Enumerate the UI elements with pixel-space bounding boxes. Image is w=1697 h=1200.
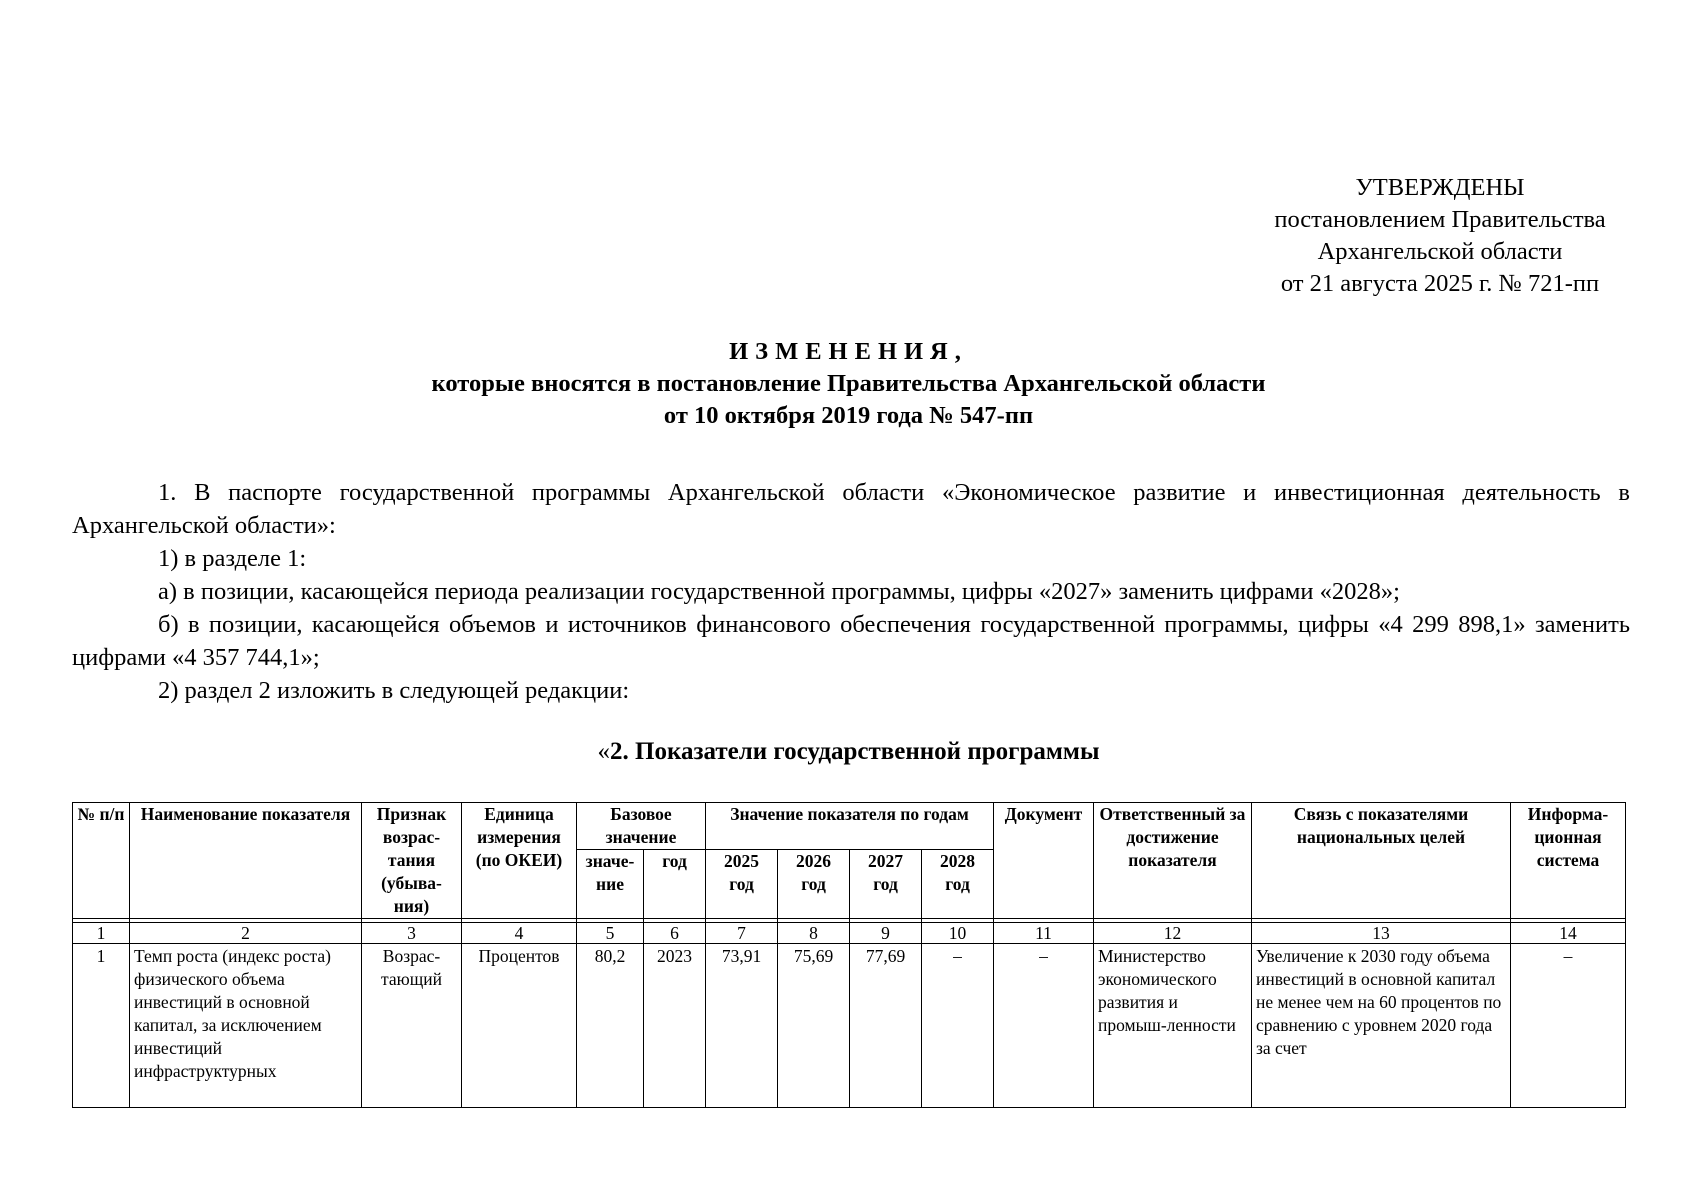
column-number: 9 bbox=[850, 923, 922, 944]
paragraph: 2) раздел 2 изложить в следующей редакции: bbox=[158, 677, 630, 704]
header-base-year: год bbox=[644, 850, 706, 919]
column-number: 12 bbox=[1094, 923, 1252, 944]
cell-info: – bbox=[1511, 944, 1626, 1108]
opening-quote: « bbox=[597, 738, 610, 765]
paragraph: 1. В паспорте государственной программы Архангельской области «Экономическое развитие и инвестиционная деятельность в Архангельской области»: bbox=[72, 479, 1630, 539]
table-row bbox=[73, 944, 1626, 1108]
document-subtitle-date: от 10 октября 2019 года № 547-пп bbox=[663, 402, 1034, 429]
document-heading bbox=[0, 336, 1697, 432]
cell-2026: 75,69 bbox=[778, 944, 850, 1108]
cell-base-year: 2023 bbox=[644, 944, 706, 1108]
document-body bbox=[72, 476, 1630, 707]
cell-link: Увеличение к 2030 году объема инвестиций в основной капитал не менее чем на 60 процентов по сравнению с уровнем 2020 года за счет bbox=[1252, 944, 1511, 1108]
cell-sign: Возрас-тающий bbox=[362, 944, 462, 1108]
column-number: 10 bbox=[922, 923, 994, 944]
cell-num: 1 bbox=[73, 944, 130, 1108]
cell-2027: 77,69 bbox=[850, 944, 922, 1108]
header-row bbox=[73, 803, 1626, 850]
header-base-value: значе-ние bbox=[577, 850, 644, 919]
cell-unit: Процентов bbox=[462, 944, 577, 1108]
indicators-table bbox=[72, 802, 1626, 1108]
header-sign: Признак возрас-тания (убыва-ния) bbox=[362, 803, 462, 919]
section-title-text: 2. Показатели государственной программы bbox=[610, 738, 1100, 765]
approval-line: постановлением Правительства bbox=[1274, 206, 1606, 233]
paragraph: б) в позиции, касающейся объемов и источников финансового обеспечения государственной программы, цифры «4 299 898,1» заменить цифрами «4 357 744,1»; bbox=[72, 611, 1630, 671]
header-values: Значение показателя по годам bbox=[706, 803, 994, 850]
header-2025: 2025 год bbox=[706, 850, 778, 919]
header-2028: 2028 год bbox=[922, 850, 994, 919]
column-number: 5 bbox=[577, 923, 644, 944]
header-responsible: Ответственный за достижение показателя bbox=[1094, 803, 1252, 919]
header-num: № п/п bbox=[73, 803, 130, 919]
paragraph: 1) в разделе 1: bbox=[158, 545, 307, 572]
cell-responsible: Министерство экономического развития и промыш-ленности bbox=[1094, 944, 1252, 1108]
approval-title: УТВЕРЖДЕНЫ bbox=[1355, 174, 1525, 201]
header-base: Базовое значение bbox=[577, 803, 706, 850]
column-number: 7 bbox=[706, 923, 778, 944]
column-number: 3 bbox=[362, 923, 462, 944]
cell-document: – bbox=[994, 944, 1094, 1108]
header-document: Документ bbox=[994, 803, 1094, 919]
header-unit: Единица измерения (по ОКЕИ) bbox=[462, 803, 577, 919]
column-number: 1 bbox=[73, 923, 130, 944]
header-name: Наименование показателя bbox=[130, 803, 362, 919]
column-number: 4 bbox=[462, 923, 577, 944]
header-link: Связь с показателями национальных целей bbox=[1252, 803, 1511, 919]
column-number: 8 bbox=[778, 923, 850, 944]
column-number: 6 bbox=[644, 923, 706, 944]
column-number: 11 bbox=[994, 923, 1094, 944]
column-number: 13 bbox=[1252, 923, 1511, 944]
approval-stamp bbox=[1240, 172, 1640, 300]
header-info: Информа-ционная система bbox=[1511, 803, 1626, 919]
cell-base-value: 80,2 bbox=[577, 944, 644, 1108]
header-2026: 2026 год bbox=[778, 850, 850, 919]
paragraph: а) в позиции, касающейся периода реализации государственной программы, цифры «2027» заменить цифрами «2028»; bbox=[158, 578, 1400, 605]
column-numbers-row bbox=[73, 923, 1626, 944]
approval-date: от 21 августа 2025 г. № 721-пп bbox=[1280, 270, 1600, 297]
document-subtitle: которые вносятся в постановление Правительства Архангельской области bbox=[431, 370, 1266, 397]
approval-line: Архангельской области bbox=[1317, 238, 1563, 265]
header-2027: 2027 год bbox=[850, 850, 922, 919]
cell-2028: – bbox=[922, 944, 994, 1108]
cell-2025: 73,91 bbox=[706, 944, 778, 1108]
column-number: 2 bbox=[130, 923, 362, 944]
document-title: ИЗМЕНЕНИЯ, bbox=[729, 338, 968, 365]
cell-name: Темп роста (индекс роста) физического объема инвестиций в основной капитал, за исключением инвестиций инфраструктурных bbox=[130, 944, 362, 1108]
column-number: 14 bbox=[1511, 923, 1626, 944]
section-title bbox=[0, 736, 1697, 768]
